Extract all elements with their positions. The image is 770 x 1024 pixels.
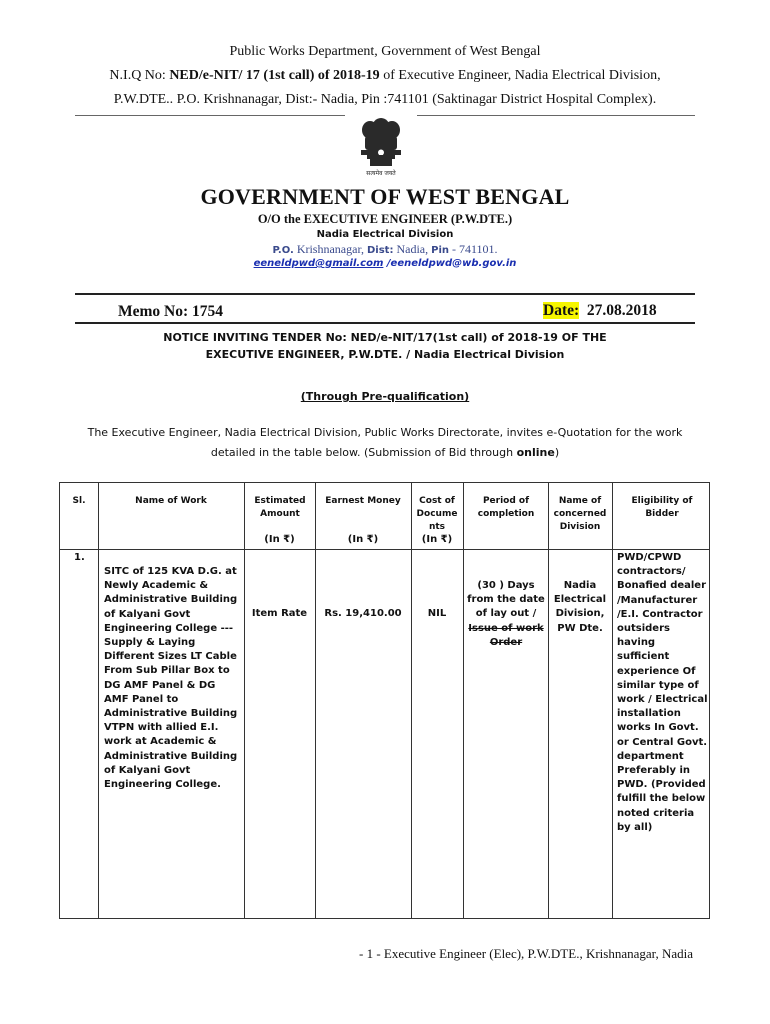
office-address bbox=[0, 242, 770, 257]
po-label: P.O. bbox=[272, 245, 294, 256]
government-title: GOVERNMENT OF WEST BENGAL bbox=[200, 184, 570, 209]
row-estimated-amount: Item Rate bbox=[251, 608, 308, 619]
state-emblem-icon bbox=[345, 116, 417, 178]
header-sl: Sl. bbox=[72, 496, 86, 506]
intro-line-2 bbox=[0, 446, 770, 459]
header-estimated-amount: Estimated Amount bbox=[254, 496, 306, 519]
niq-number: NED/e-NIT/ 17 (1st call) of 2018-19 bbox=[169, 68, 380, 83]
period-text: (30 ) Days from the date of lay out / bbox=[467, 580, 545, 620]
header-rule-right bbox=[417, 115, 695, 116]
pin-label: Pin bbox=[431, 245, 449, 256]
header-line-1: Public Works Department, Government of West Bengal bbox=[229, 44, 541, 59]
row-earnest-money: Rs. 19,410.00 bbox=[324, 608, 402, 619]
notice-line-2: EXECUTIVE ENGINEER, P.W.DTE. / Nadia Electrical Division bbox=[205, 348, 565, 361]
currency-estimated: (In ₹) bbox=[264, 534, 295, 545]
header-line-2 bbox=[0, 68, 770, 84]
currency-earnest: (In ₹) bbox=[347, 534, 379, 545]
emblem-motto: सत्यमेव जयते bbox=[366, 170, 396, 177]
header-period-of-completion: Period of completion bbox=[477, 496, 535, 519]
contact-emails bbox=[0, 258, 770, 269]
email-separator: / bbox=[383, 258, 391, 269]
niq-prefix: N.I.Q No: bbox=[109, 68, 170, 83]
header-earnest-money: Earnest Money bbox=[325, 496, 401, 506]
row-name-of-work: SITC of 125 KVA D.G. at Newly Academic & Administrative Building of Kalyani Govt Engineering College --- Supply & Laying Different Sizes LT Cable From Sub Pillar Box to DG AMF Panel & DG AMF Panel to Administrative Building VTPN with allied E.I. work at Academic & Administrative Building of Kalyani Govt Engineering College. bbox=[104, 566, 238, 791]
dist-value: Nadia, bbox=[393, 242, 432, 256]
currency-cost: (In ₹) bbox=[421, 534, 453, 545]
period-struck-text: Issue of work Order bbox=[468, 622, 544, 648]
header-cost-of-documents: Cost of Docume nts bbox=[416, 496, 458, 532]
prequalification-note: (Through Pre-qualification) bbox=[300, 390, 470, 403]
date-value: 27.08.2018 bbox=[586, 302, 657, 319]
header-rule-left bbox=[75, 115, 345, 116]
header-concerned-division: Name of concerned Division bbox=[553, 496, 607, 532]
intro-line-1: The Executive Engineer, Nadia Electrical Division, Public Works Directorate, invites e-Quotation for the work bbox=[87, 426, 683, 439]
tender-table bbox=[59, 482, 710, 919]
intro-line-2-end: ) bbox=[554, 446, 560, 459]
notice-line-1: NOTICE INVITING TENDER No: NED/e-NIT/17(1st call) of 2018-19 OF THE bbox=[163, 331, 607, 344]
email-link-gov[interactable]: eeneldpwd@wb.gov.in bbox=[390, 258, 517, 269]
row-serial: 1. bbox=[74, 552, 85, 563]
dist-label: Dist: bbox=[366, 245, 394, 256]
header-eligibility: Eligibility of Bidder bbox=[631, 496, 693, 519]
pin-value: - 741101. bbox=[449, 242, 498, 256]
intro-line-2-text: detailed in the table below. (Submission of Bid through bbox=[210, 446, 517, 459]
division-name: Nadia Electrical Division bbox=[316, 229, 454, 240]
niq-suffix: of Executive Engineer, Nadia Electrical Division, bbox=[379, 68, 661, 83]
date-label: Date: bbox=[543, 302, 580, 319]
header-line-3: P.W.DTE.. P.O. Krishnanagar, Dist:- Nadia, Pin :741101 (Saktinagar District Hospital Complex). bbox=[113, 92, 657, 107]
row-eligibility: PWD/CPWD contractors/ Bonafied dealer /Manufacturer /E.I. Contractor outsiders having sufficient experience Of similar type of work / Electrical installation works In Govt. or Central Govt. department Preferably in PWD. (Provided fulfill the below noted criteria by all) bbox=[617, 552, 708, 833]
memo-date bbox=[543, 302, 657, 320]
memo-number: Memo No: 1754 bbox=[118, 303, 224, 320]
row-concerned-division: Nadia Electrical Division, PW Dte. bbox=[553, 580, 607, 634]
intro-online: online bbox=[516, 446, 555, 459]
row-period-of-completion bbox=[466, 579, 546, 650]
row-cost-of-documents: NIL bbox=[427, 608, 447, 619]
memo-rule-top bbox=[75, 293, 695, 295]
header-name-of-work: Name of Work bbox=[135, 496, 207, 506]
page-footer: - 1 - Executive Engineer (Elec), P.W.DTE., Krishnanagar, Nadia bbox=[359, 946, 693, 961]
memo-rule-bottom bbox=[75, 322, 695, 324]
office-name: O/O the EXECUTIVE ENGINEER (P.W.DTE.) bbox=[257, 212, 513, 226]
po-value: Krishnanagar, bbox=[293, 242, 367, 256]
email-link-gmail[interactable]: eeneldpwd@gmail.com bbox=[253, 258, 384, 269]
header-row-divider bbox=[60, 549, 709, 550]
